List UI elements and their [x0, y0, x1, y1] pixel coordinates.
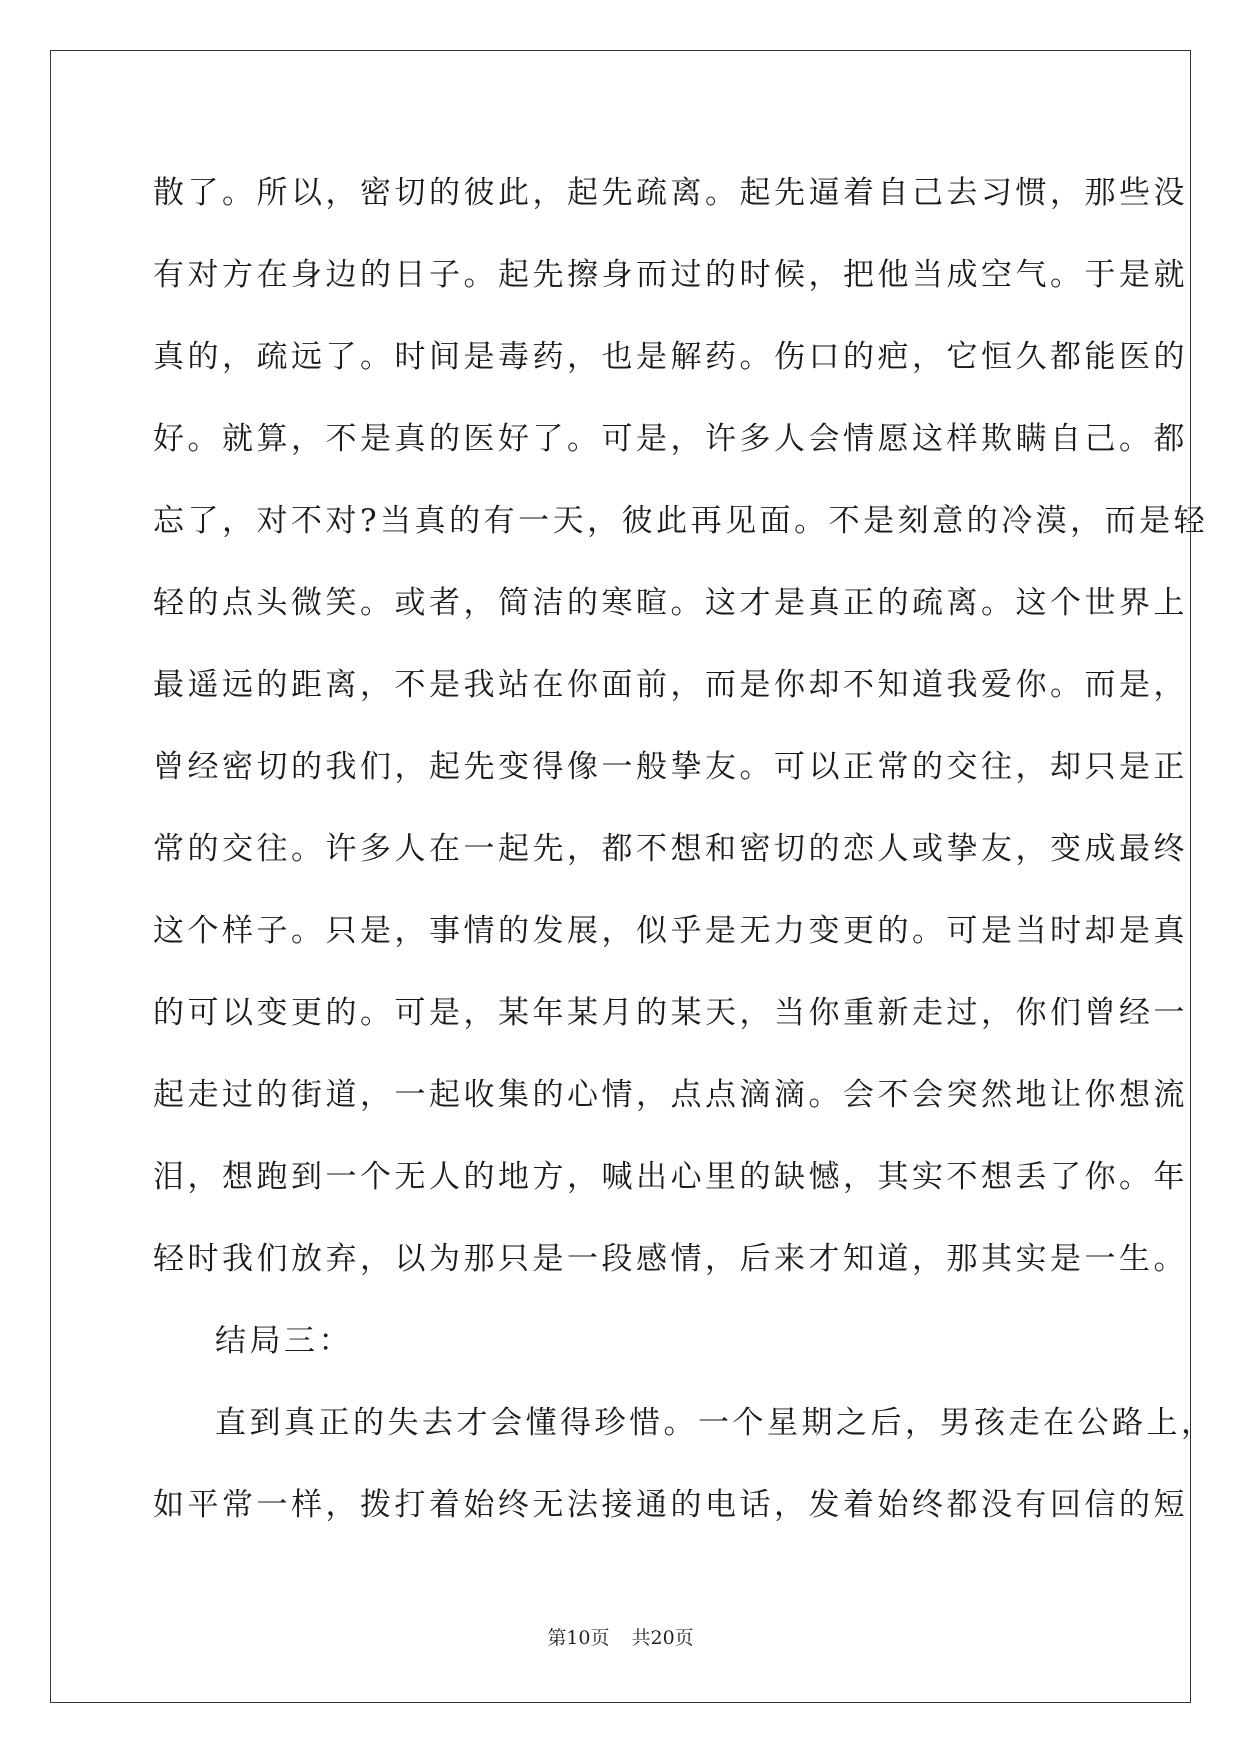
text-line: 常的交往。许多人在一起先，都不想和密切的恋人或挚友，变成最终	[153, 831, 1188, 867]
text-line: 真的，疏远了。时间是毒药，也是解药。伤口的疤，它恒久都能医的	[153, 339, 1188, 375]
section-heading: 结局三：	[215, 1323, 353, 1359]
text-line: 如平常一样，拨打着始终无法接通的电话，发着始终都没有回信的短	[153, 1487, 1188, 1523]
text-line: 轻的点头微笑。或者，简洁的寒暄。这才是真正的疏离。这个世界上	[153, 585, 1188, 621]
text-line: 好。就算，不是真的医好了。可是，许多人会情愿这样欺瞒自己。都	[153, 421, 1188, 457]
text-line: 泪，想跑到一个无人的地方，喊出心里的缺憾，其实不想丢了你。年	[153, 1159, 1188, 1195]
text-line: 有对方在身边的日子。起先擦身而过的时候，把他当成空气。于是就	[153, 257, 1188, 293]
page-number: 第10页	[547, 1627, 610, 1649]
text-line: 忘了，对不对?当真的有一天，彼此再见面。不是刻意的冷漠，而是轻	[153, 503, 1209, 539]
document-body	[153, 160, 1216, 1554]
text-line: 这个样子。只是，事情的发展，似乎是无力变更的。可是当时却是真	[153, 913, 1188, 949]
text-line: 轻时我们放弃，以为那只是一段感情，后来才知道，那其实是一生。	[153, 1241, 1188, 1277]
text-line: 散了。所以，密切的彼此，起先疏离。起先逼着自己去习惯，那些没	[153, 175, 1188, 211]
text-line: 的可以变更的。可是，某年某月的某天，当你重新走过，你们曾经一	[153, 995, 1188, 1031]
text-line: 最遥远的距离，不是我站在你面前，而是你却不知道我爱你。而是，	[153, 667, 1188, 703]
text-line: 直到真正的失去才会懂得珍惜。一个星期之后，男孩走在公路上，	[215, 1405, 1216, 1441]
text-line: 起走过的街道，一起收集的心情，点点滴滴。会不会突然地让你想流	[153, 1077, 1188, 1113]
page-total: 共20页	[631, 1627, 694, 1649]
text-line: 曾经密切的我们，起先变得像一般挚友。可以正常的交往，却只是正	[153, 749, 1188, 785]
page-footer	[0, 1626, 1241, 1650]
